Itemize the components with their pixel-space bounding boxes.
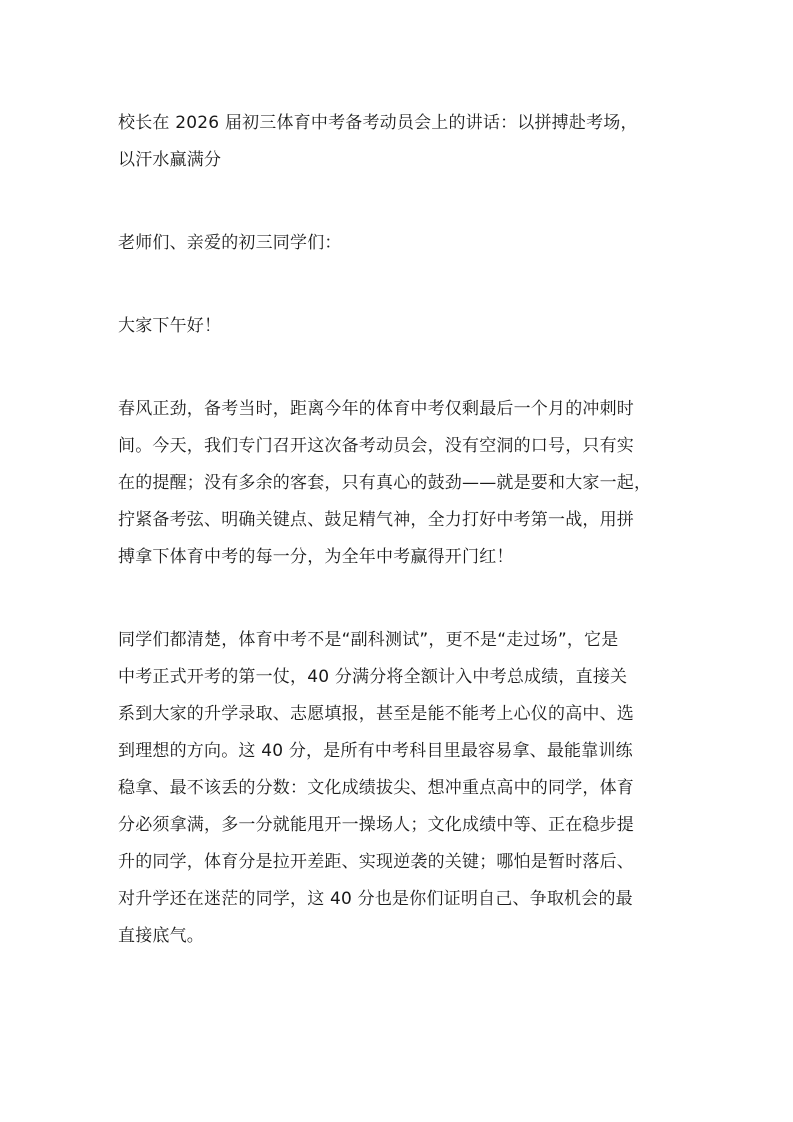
paragraph-line: 搏拿下体育中考的每一分，为全年中考赢得开门红！ xyxy=(118,547,514,567)
paragraph-line: 分必须拿满，多一分就能甩开一操场人；文化成绩中等、正在稳步提 xyxy=(118,815,634,835)
paragraph-line: 拧紧备考弦、明确关键点、鼓足精气神，全力打好中考第一战，用拼 xyxy=(118,510,634,530)
paragraph-line: 中考正式开考的第一仗，40 分满分将全额计入中考总成绩，直接关 xyxy=(118,667,628,687)
paragraph-line: 到理想的方向。这 40 分，是所有中考科目里最容易拿、最能靠训练 xyxy=(118,741,633,761)
title-line: 校长在 2026 届初三体育中考备考动员会上的讲话：以拼搏赴考场， xyxy=(118,113,638,133)
paragraph-line: 升的同学，体育分是拉开差距、实现逆袭的关键；哪怕是暂时落后、 xyxy=(118,852,634,872)
paragraph-2 xyxy=(118,622,678,955)
paragraph-line: 春风正劲，备考当时，距离今年的体育中考仅剩最后一个月的冲刺时 xyxy=(118,399,634,419)
paragraph-line: 直接底气。 xyxy=(118,926,204,946)
paragraph-line: 同学们都清楚，体育中考不是“副科测试”，更不是“走过场”，它是 xyxy=(118,630,619,650)
salutation: 老师们、亲爱的初三同学们： xyxy=(118,233,342,253)
paragraph-line: 在的提醒；没有多余的客套，只有真心的鼓劲——就是要和大家一起， xyxy=(118,473,652,493)
greeting: 大家下午好！ xyxy=(118,316,222,336)
paragraph-1 xyxy=(118,391,678,576)
document-page xyxy=(118,105,678,955)
title-line: 以汗水赢满分 xyxy=(118,150,222,170)
paragraph-line: 系到大家的升学录取、志愿填报，甚至是能不能考上心仪的高中、选 xyxy=(118,704,634,724)
document-title xyxy=(118,105,678,179)
paragraph-line: 稳拿、最不该丢的分数：文化成绩拔尖、想冲重点高中的同学，体育 xyxy=(118,778,634,798)
paragraph-line: 间。今天，我们专门召开这次备考动员会，没有空洞的口号，只有实 xyxy=(118,436,634,456)
paragraph-line: 对升学还在迷茫的同学，这 40 分也是你们证明自己、争取机会的最 xyxy=(118,889,633,909)
